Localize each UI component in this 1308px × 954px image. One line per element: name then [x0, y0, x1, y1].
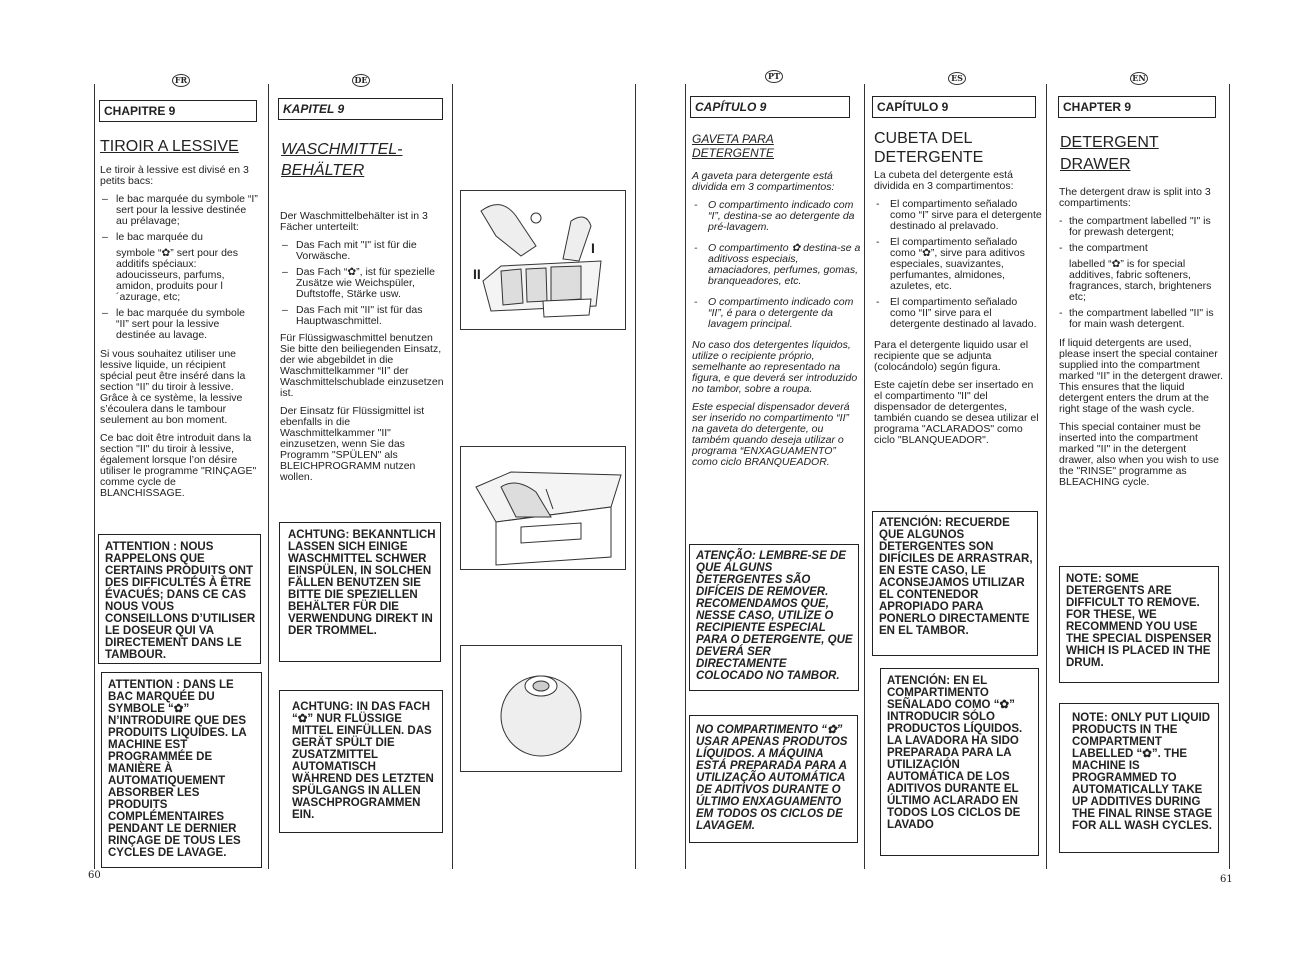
- language-badge-fr: FR: [172, 74, 190, 87]
- intro-text: Le tiroir à lessive est divisé en 3 petits bacs:: [100, 164, 249, 187]
- en-body: [1059, 187, 1223, 495]
- section-title: GAVETA PARA DETERGENTE: [692, 132, 775, 160]
- section-title: WASCHMITTEL- BEHÄLTER: [281, 141, 403, 179]
- language-badge-en: EN: [1130, 72, 1148, 85]
- warning-box: NOTE: ONLY PUT LIQUID PRODUCTS IN THE COMPARTMENT LABELLED “✿”. THE MACHINE IS PROGRAMMED TO AUTOMATICALLY TAKE UP ADDITIVES DURING THE FINAL RINSE STAGE FOR ALL WASH CYCLES.: [1059, 703, 1219, 853]
- list-item: - the compartment labelled "II" is for main wash detergent.: [1059, 307, 1214, 330]
- list-item: - El compartimento señalado como “✿”, sirve para aditivos especiales, suavizantes, perfumantes, almidones, azuletes, etc.: [876, 236, 1025, 292]
- page-number-right: 61: [1220, 874, 1233, 885]
- warning-box: ACHTUNG: BEKANNTLICH LASSEN SICH EINIGE WASCHMITTEL SCHWER EINSPÜLEN, IN SOLCHEN FÄLLEN BENUTZEN SIE BITTE DIE SPEZIELLEN BEHÄLTER FÜR DIE VERWENDUNG DIREKT IN DER TROMMEL.: [279, 522, 441, 662]
- list-item: - El compartimento señalado como “I” sirve para el detergente destinado al prelavado.: [876, 198, 1042, 232]
- section-title: CUBETA DEL DETERGENTE: [874, 130, 984, 166]
- drawer-illustration: [461, 191, 625, 329]
- list-item: symbole “✿” sert pour des additifs spéciaux: adoucisseurs, parfums, amidon, produits pour l´azurage, etc;: [116, 247, 239, 303]
- paragraph: If liquid detergents are used, please insert the special container supplied into the compartment marked “II” in the detergent drawer. This ensures that the liquid detergent enters the drum at the right stage of the wash cycle.: [1059, 337, 1223, 415]
- warning-box: ATENCIÓN: RECUERDE QUE ALGUNOS DETERGENTES SON DIFÍCILES DE ARRASTRAR, EN ESTE CASO, LE ACONSEJAMOS UTILIZAR EL CONTENEDOR APROPIADO PARA PONERLO DIRECTAMENTE EN EL TAMBOR.: [872, 511, 1038, 656]
- language-badge-pt: PT: [765, 70, 783, 83]
- warning-box: ATTENTION : DANS LE BAC MARQUÉE DU SYMBOLE “✿” N’INTRODUIRE QUE DES PRODUITS LIQUIDES. LA MACHINE EST PROGRAMMÉE DE MANIÈRE À AUTOMATIQUEMENT ABSORBER LES PRODUITS COMPLÉMENTAIRES PENDANT LE DERNIER RINÇAGE DE TOUS LES CYCLES DE LAVAGE.: [101, 672, 262, 868]
- paragraph: Für Flüssigwaschmittel benutzen Sie bitte den beiliegenden Einsatz, der wie abgebildet in die Waschmittelkammer “II” der Waschmittelschublade einzusetzen ist.: [280, 332, 444, 399]
- column-rule: [1046, 84, 1047, 869]
- list-item: - O compartimento indicado com “I”, destina-se ao detergente da pré-lavagem.: [694, 199, 855, 233]
- paragraph: This special container must be inserted into the compartment marked "II" in the detergent drawer, also when you wish to use the "RINSE" programme as BLEACHING cycle.: [1059, 421, 1219, 488]
- warning-box: NOTE: SOME DETERGENTS ARE DIFFICULT TO REMOVE. FOR THESE, WE RECOMMEND YOU USE THE SPECIAL DISPENSER WHICH IS PLACED IN THE DRUM.: [1059, 566, 1219, 683]
- es-body: [874, 170, 1042, 453]
- warning-box: ACHTUNG: IN DAS FACH “✿” NUR FLÜSSIGE MITTEL EINFÜLLEN. DAS GERÄT SPÜLT DIE ZUSATZMITTEL AUTOMATISCH WÄHREND DES LETZTEN SPÜLGANGS IN ALLEN WASCHPROGRAMMEN EIN.: [279, 690, 443, 833]
- intro-text: La cubeta del detergente está dividida en 3 compartimentos:: [874, 169, 1014, 192]
- column-rule: [685, 84, 686, 869]
- column-rule: [268, 84, 269, 869]
- warning-box: ATTENTION : NOUS RAPPELONS QUE CERTAINS PRODUITS ONT DES DIFFICULTÉS À ÊTRE ÉVACUÉS; DANS CE CAS NOUS VOUS CONSEILLONS D’UTILISER LE DOSEUR QUI VA DIRECTEMENT DANS LE TAMBOUR.: [98, 534, 261, 664]
- list-item: - O compartimento ✿ destina-se a aditivoss especiais, amaciadores, perfumes, gomas, branqueadores, etc.: [694, 242, 861, 287]
- compartment-label-II: II: [473, 266, 481, 282]
- paragraph: Ce bac doit être introduit dans la section "II" du tiroir à lessive, également lorsque l’on désire utiliser le programme "RINÇAGE" comme cycle de BLANCHISSAGE.: [100, 432, 257, 499]
- de-body: [280, 211, 446, 490]
- list-item: – le bac marquée du symbole “II” sert pour la lessive destinée au lavage.: [102, 307, 245, 341]
- chapter-heading: CAPÍTULO 9: [872, 96, 1036, 118]
- chapter-heading: KAPITEL 9: [278, 98, 443, 120]
- warning-box: NO COMPARTIMENTO “✿” USAR APENAS PRODUTOS LÍQUIDOS. A MÁQUINA ESTÁ PREPARADA PARA A UTILIZAÇÃO AUTOMÁTICA DE ADITIVOS DURANTE O ÚLTIMO ENXAGUAMENTO EM TODOS OS CICLOS DE LAVAGEM.: [689, 715, 858, 843]
- section-title: TIROIR A LESSIVE: [100, 138, 239, 155]
- column-rule: [94, 84, 95, 869]
- chapter-heading: CHAPITRE 9: [99, 100, 257, 122]
- fr-body: [100, 165, 260, 506]
- paragraph: Si vous souhaitez utiliser une lessive liquide, un récipient spécial peut être inséré dans la section “II” du tiroir à lessive. Grâce à ce système, la lessive s’écoulera dans le tambour seulement au bon moment.: [100, 348, 246, 426]
- paragraph: Der Einsatz für Flüssigmittel ist ebenfalls in die Waschmittelkammer "II" einzusetzen, wenn Sie das Programm "SPÜLEN" als BLEICHPROGRAMM nutzen wollen.: [280, 405, 425, 483]
- column-rule: [635, 84, 636, 869]
- list-item: - El compartimento señalado como “II” sirve para el detergente destinado al lavado.: [876, 296, 1037, 330]
- language-badge-de: DE: [352, 74, 370, 87]
- section-title: DETERGENT DRAWER: [1060, 134, 1159, 173]
- paragraph: Este cajetín debe ser insertado en el compartimento "II" del dispensador de detergentes, también cuando se desea utilizar el programa "ACLARADOS" como ciclo "BLANQUEADOR".: [874, 379, 1039, 446]
- page-number-left: 60: [88, 870, 101, 881]
- list-item: – Das Fach mit "II" ist für das Hauptwaschmittel.: [282, 304, 423, 327]
- intro-text: Der Waschmittelbehälter ist in 3 Fächer unterteilt:: [280, 210, 428, 233]
- container-illustration: [461, 447, 625, 569]
- paragraph: No caso dos detergentes líquidos, utilize o recipiente próprio, semelhante ao representado na figura, e que deverá ser introduzido no tambor, sobre a roupa.: [692, 339, 858, 395]
- compartment-label-I: I: [591, 240, 595, 256]
- chapter-heading: CHAPTER 9: [1058, 96, 1216, 118]
- figure-dosing-ball: [460, 645, 622, 772]
- list-item: – le bac marquée du symbole “I” sert pour la lessive destinée au prélavage;: [102, 193, 258, 227]
- warning-box: ATENCIÓN: EN EL COMPARTIMENTO SEÑALADO COMO “✿” INTRODUCIR SÓLO PRODUCTOS LÍQUIDOS. LA LAVADORA HA SIDO PREPARADA PARA LA UTILIZACIÓN AUTOMÁTICA DE LOS ADITIVOS DURANTE EL ÚLTIMO ACLARADO EN TODOS LOS CICLOS DE LAVADO: [880, 668, 1039, 856]
- figure-liquid-container: [460, 446, 626, 570]
- figure-detergent-drawer: [460, 190, 626, 330]
- list-item: - O compartimento indicado com “II”, é para o detergente da lavagem principal.: [694, 296, 854, 330]
- warning-box: ATENÇÃO: LEMBRE-SE DE QUE ALGUNS DETERGENTES SÃO DIFÍCEIS DE REMOVER. RECOMENDAMOS QUE, NESSE CASO, UTILIZE O RECIPIENTE ESPECIAL PARA O DETERGENTE, QUE DEVERÁ SER DIRECTAMENTE COLOCADO NO TAMBOR.: [689, 544, 859, 691]
- pt-body: [692, 171, 862, 475]
- dosing-ball-illustration: [461, 646, 621, 771]
- column-rule: [452, 84, 453, 869]
- list-item: – le bac marquée du: [102, 231, 203, 243]
- paragraph: Para el detergente liquido usar el recipiente que se adjunta (colocándolo) según figura.: [874, 339, 1029, 373]
- chapter-heading: CAPÍTULO 9: [690, 96, 850, 118]
- column-rule: [864, 84, 865, 869]
- list-item: - the compartment: [1059, 242, 1148, 254]
- column-rule: [1229, 84, 1230, 869]
- intro-text: The detergent draw is split into 3 compartiments:: [1059, 186, 1211, 209]
- list-item: – Das Fach “✿”, ist für spezielle Zusätze wie Weichspüler, Duftstoffe, Stärke usw.: [282, 266, 435, 300]
- paragraph: Este especial dispensador deverá ser inserido no compartimento “II” na gaveta do detergente, ou também quando deseja utilizar o programa “ENXAGUAMENTO” como ciclo BRANQUEADOR.: [692, 401, 850, 468]
- intro-text: A gaveta para detergente está dividida em 3 compartimentos:: [692, 170, 835, 193]
- list-item: labelled “✿” is for special additives, fabric softeners, fragrances, starch, brighteners etc;: [1069, 258, 1212, 303]
- list-item: - the compartment labelled "I" is for prewash detergent;: [1059, 215, 1211, 238]
- language-badge-es: ES: [948, 72, 966, 85]
- list-item: – Das Fach mit "I" ist für die Vorwäsche.: [282, 239, 417, 262]
